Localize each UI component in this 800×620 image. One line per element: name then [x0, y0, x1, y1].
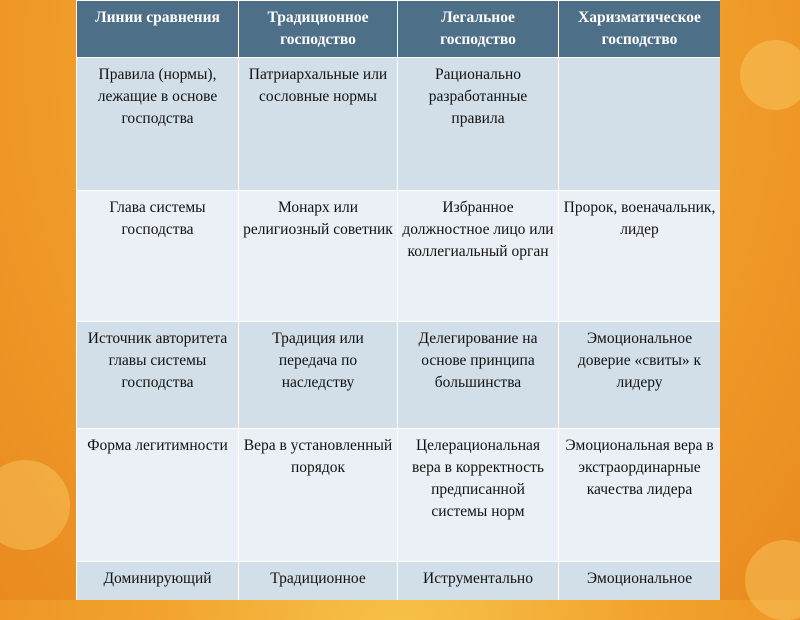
table-row — [77, 191, 721, 322]
header-charismatic-domination: Харизматическое господство — [559, 1, 721, 58]
table-cell: Эмоциональная вера в экстраординарные качества лидера — [559, 429, 721, 562]
table-cell — [559, 58, 721, 191]
table-cell: Доминирующий — [77, 562, 239, 601]
table-header-row — [77, 1, 721, 58]
table-cell: Традиция или передача по наследству — [239, 322, 398, 429]
table-cell: Правила (нормы), лежащие в основе господства — [77, 58, 239, 191]
background-flower-decoration — [745, 540, 800, 620]
background-flower-decoration — [0, 460, 70, 550]
header-traditional-domination: Традиционное господство — [239, 1, 398, 58]
comparison-table-container — [76, 0, 720, 600]
table-cell: Пророк, военачальник, лидер — [559, 191, 721, 322]
table-cell: Монарх или религиозный советник — [239, 191, 398, 322]
table-row — [77, 562, 721, 601]
table-cell: Иструментально — [398, 562, 559, 601]
table-cell: Рационально разработанные правила — [398, 58, 559, 191]
table-cell: Избранное должностное лицо или коллегиальный орган — [398, 191, 559, 322]
table-cell: Делегирование на основе принципа большинства — [398, 322, 559, 429]
header-legal-domination: Легальное господство — [398, 1, 559, 58]
table-cell: Традиционное — [239, 562, 398, 601]
table-cell: Эмоциональное — [559, 562, 721, 601]
table-cell: Источник авторитета главы системы господства — [77, 322, 239, 429]
table-cell: Глава системы господства — [77, 191, 239, 322]
table-cell: Эмоциональное доверие «свиты» к лидеру — [559, 322, 721, 429]
table-row — [77, 58, 721, 191]
header-comparison-lines: Линии сравнения — [77, 1, 239, 58]
table-row — [77, 429, 721, 562]
table-cell: Целерациональная вера в корректность предписанной системы норм — [398, 429, 559, 562]
background-flower-decoration — [740, 40, 800, 110]
table-cell: Форма легитимности — [77, 429, 239, 562]
table-cell: Вера в установленный порядок — [239, 429, 398, 562]
comparison-table — [76, 0, 720, 600]
table-row — [77, 322, 721, 429]
table-cell: Патриархальные или сословные нормы — [239, 58, 398, 191]
